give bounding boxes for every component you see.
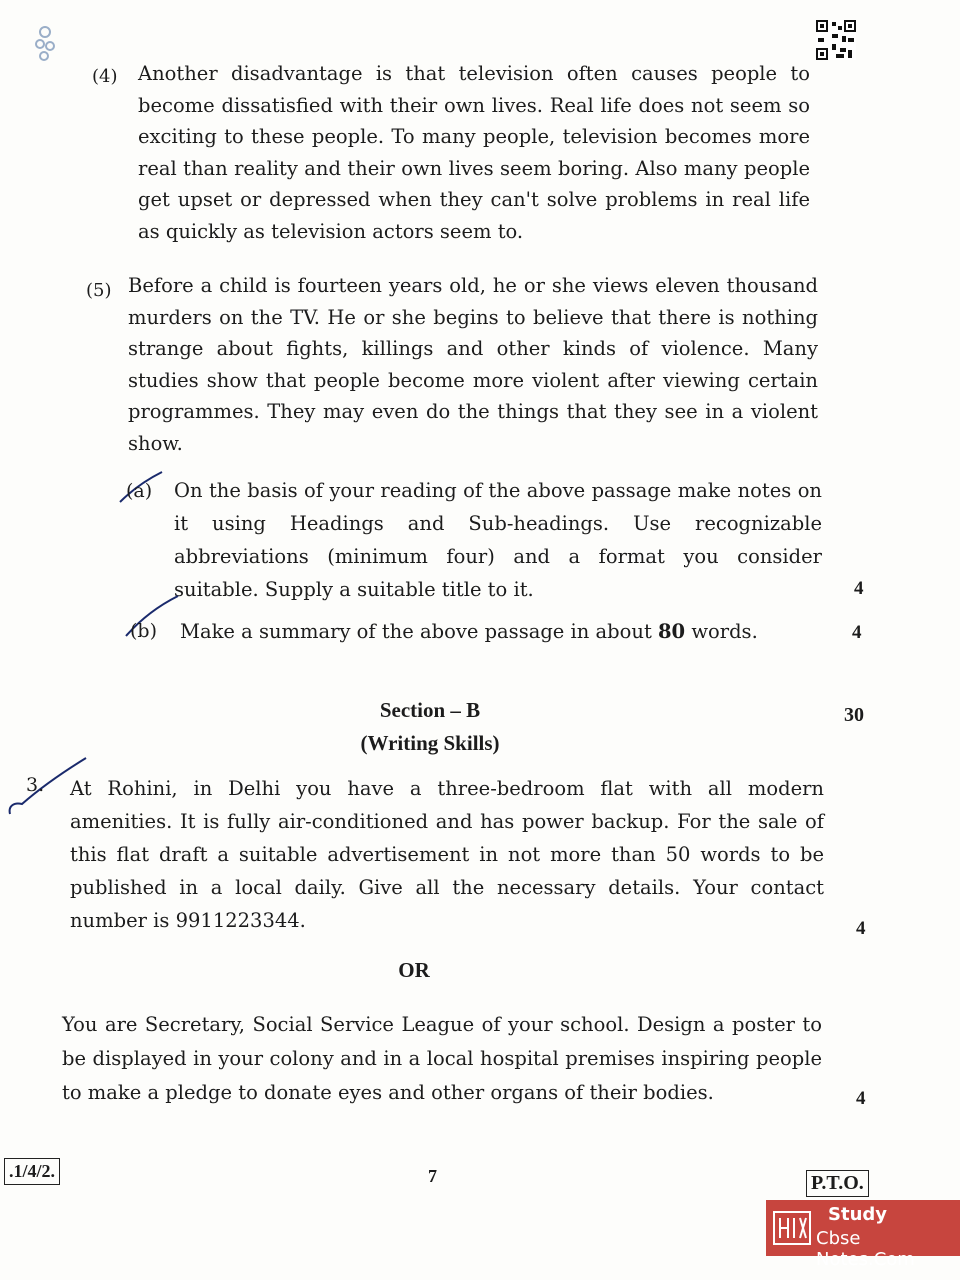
question-b-text: Make a summary of the above passage in about 80 words. — [180, 620, 758, 643]
section-title: Section – B — [379, 698, 481, 722]
watermark-line-2: Cbse Notes.Com — [816, 1228, 915, 1270]
section-marks: 30 — [844, 704, 864, 726]
paragraph-5-text: Before a child is fourteen years old, he or she views eleven thousand murders on the TV. He or she begins to believe that there is nothing strange about fights, killings and other kinds of violence. Many studies show that people become more violent after viewing certain programmes. They may even do the things that they see in a violent show. — [128, 274, 818, 455]
watermark-logo-icon — [772, 1208, 812, 1248]
question-b-label: (b) — [130, 620, 157, 642]
question-a-text: On the basis of your reading of the above passage make notes on it using Headings and Sub-headings. Use recognizable abbreviations (minimum four) and a format you consider suitable. Supply a suitable title to it. — [174, 479, 822, 601]
pto-label: P.T.O. — [806, 1170, 869, 1197]
paragraph-4-number: (4) — [92, 66, 118, 87]
scan-mark-icon — [30, 24, 60, 62]
question-a-marks: 4 — [854, 578, 864, 599]
question-3-number: 3. — [26, 774, 45, 796]
qr-code-icon — [816, 20, 856, 60]
watermark-line-1: Study — [828, 1204, 888, 1225]
paragraph-4-text: Another disadvantage is that television often causes people to become dissatisfied with their own lives. Real life does not seem so exciting to these people. To many people, television becomes more real than reality and their own lives seem boring. Also many people get upset or depressed when they can't solve problems in real life as quickly as television actors seem to. — [138, 62, 810, 243]
question-3-alt-text: You are Secretary, Social Service League of your school. Design a poster to be displayed in your colony and in a local hospital premises inspiring people to make a pledge to donate eyes and other organs of their bodies. — [62, 1013, 822, 1104]
question-3-marks: 4 — [856, 918, 866, 939]
question-3-text: At Rohini, in Delhi you have a three-bedroom flat with all modern amenities. It is fully air-conditioned and has power backup. For the sale of this flat draft a suitable advertisement in not more than 50 words to be published in a local daily. Give all the necessary details. Your contact number is 9911223344. — [70, 777, 824, 932]
paper-code: .1/4/2. — [4, 1158, 60, 1185]
question-a-label: (a) — [126, 480, 153, 502]
page-number: 7 — [428, 1166, 437, 1186]
paragraph-5-number: (5) — [86, 280, 112, 301]
question-3-alt-marks: 4 — [856, 1088, 866, 1109]
section-subtitle: (Writing Skills) — [360, 731, 500, 755]
question-b-marks: 4 — [852, 622, 862, 643]
watermark-banner — [766, 1200, 960, 1270]
or-label: OR — [398, 958, 430, 982]
